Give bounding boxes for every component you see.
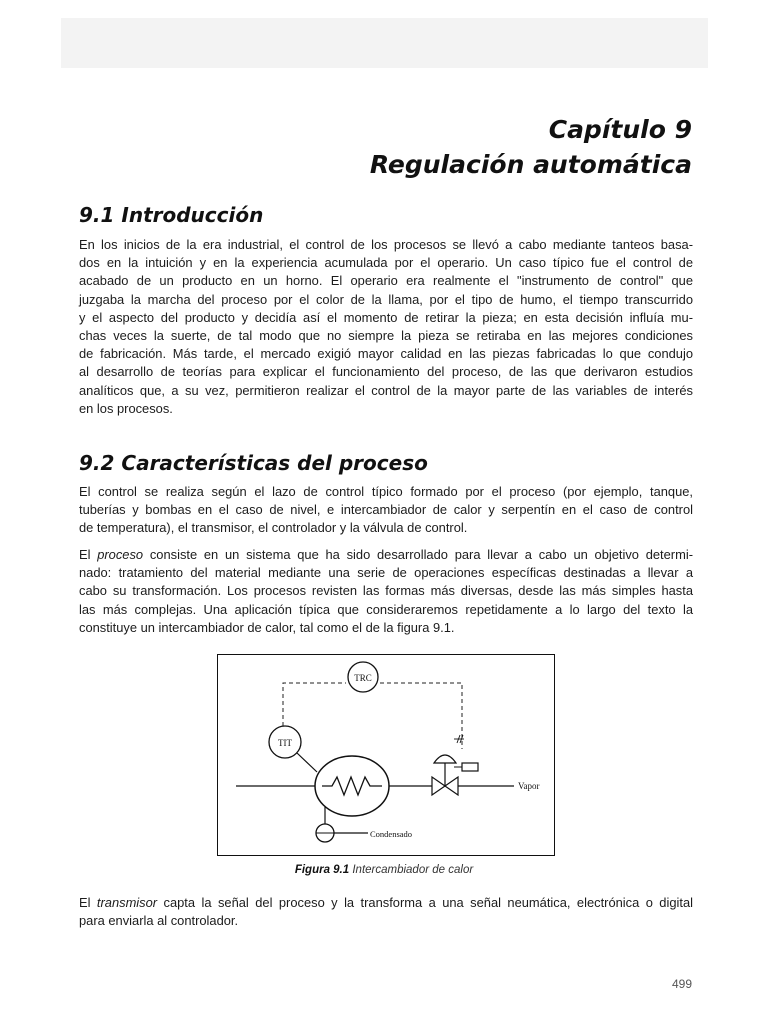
process-line: El control se realiza según el lazo de control típico formado por el proceso (por ejemplo, tanque, <box>79 484 693 499</box>
valve-actuator <box>434 755 456 763</box>
figure-caption-text: Intercambiador de calor <box>349 864 474 876</box>
proceso-line: cabo su transformación. Los procesos revisten las formas más diversas, desde las más simples hasta <box>79 583 693 599</box>
proceso-line: las más complejas. Una aplicación típica que consideraremos repetidamente a lo largo del texto la <box>79 601 693 617</box>
tit-label: TIT <box>278 738 292 748</box>
proceso-paragraph <box>79 546 693 637</box>
transmisor-line-2: para enviarla al controlador. <box>79 913 239 929</box>
intro-line: dos en la intuición y en la experiencia acumulada por el operario. Un caso típico fue el control de <box>79 255 693 271</box>
transmisor-paragraph <box>79 894 693 930</box>
section-title-process: 9.2 Características del proceso <box>79 451 428 475</box>
intro-line: juzgaba la marcha del proceso por el color de la llama, por el tipo de humo, el tiempo transcurrido <box>79 291 693 307</box>
chapter-title: Regulación automática <box>369 150 692 179</box>
intro-line: analíticos que, a su vez, permitieron realizar el control de la mayor parte de las variables de interés <box>79 382 693 398</box>
signal-line-tit-trc <box>283 683 346 726</box>
process-paragraph <box>79 483 693 538</box>
figure-caption-label: Figura 9.1 <box>294 864 350 876</box>
chapter-number: Capítulo 9 <box>548 115 692 144</box>
intro-paragraph <box>79 236 693 418</box>
tit-connection <box>297 753 317 772</box>
valve-body-left <box>432 777 445 795</box>
intro-line: y el aspecto del producto y decidía así el momento de retirar la pieza; en esta decisión influía mu- <box>79 309 693 325</box>
page-number: 499 <box>671 977 692 991</box>
heat-exchanger-figure <box>217 654 555 856</box>
proceso-line: nado: tratamiento del material mediante una serie de operaciones específicas destinadas a llevar a <box>79 565 693 581</box>
vapor-label: Vapor <box>518 781 540 791</box>
heat-exchanger-diagram <box>218 655 554 855</box>
intro-line: en los procesos. <box>79 400 173 416</box>
intro-line: de fabricación. Más tarde, el mercado exigió mayor calidad en las piezas fabricadas lo que condujo <box>79 346 693 362</box>
chapter-heading <box>370 112 692 182</box>
signal-line-trc-valve <box>380 683 462 749</box>
transmisor-term: transmisor <box>96 895 158 910</box>
intro-line: al desarrollo de teorías para explicar el funcionamiento del proceso, de las que derivaron estudios <box>79 364 693 380</box>
proceso-line: constituye un intercambiador de calor, tal como el de la figura 9.1. <box>79 619 455 635</box>
condensado-label: Condensado <box>370 829 413 839</box>
proceso-term: proceso <box>97 547 144 562</box>
figure-caption <box>0 864 768 876</box>
proceso-line-1: El proceso consiste en un sistema que ha sido desarrollado para llevar a cabo un objetivo determi- <box>79 547 693 562</box>
trc-label: TRC <box>354 673 372 683</box>
section-title-intro: 9.1 Introducción <box>79 203 264 227</box>
valve-body-right <box>445 777 458 795</box>
transmisor-line-1: El transmisor capta la señal del proceso y la transforma a una señal neumática, electrónica o digital <box>79 895 693 910</box>
ip-converter <box>462 763 478 771</box>
intro-line: chas veces la suerte, de tal modo que no siempre la pieza se retiraba en las mejores condiciones <box>79 328 693 344</box>
intro-line: En los inicios de la era industrial, el control de los procesos se llevó a cabo mediante tanteos basa- <box>79 237 693 252</box>
process-line: tuberías y bombas en el caso de nivel, e intercambiador de calor y serpentín en el caso de control <box>79 502 693 518</box>
process-line: de temperatura), el transmisor, el controlador y la válvula de control. <box>79 520 468 536</box>
intro-line: acabado de un producto en un horno. El operario era realmente el "instrumento de control" que <box>79 273 693 289</box>
page-header-band <box>61 18 708 68</box>
